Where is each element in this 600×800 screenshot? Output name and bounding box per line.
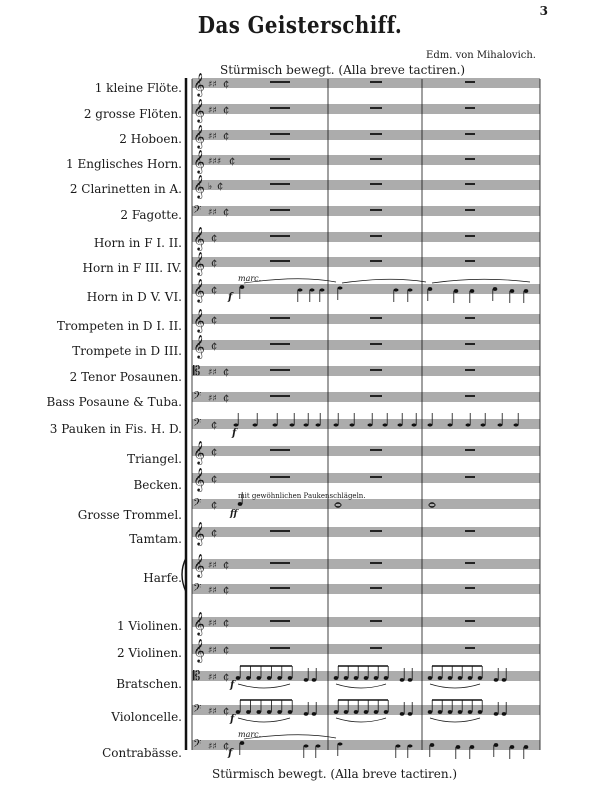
whole-rest bbox=[270, 647, 290, 649]
whole-rest bbox=[370, 209, 382, 211]
key-signature: ♯♯ bbox=[208, 368, 217, 378]
whole-rest bbox=[270, 317, 290, 319]
instruction-text: mit gewöhnlichen Paukenschlägeln. bbox=[238, 492, 366, 500]
whole-rest bbox=[370, 476, 382, 478]
note-head bbox=[412, 423, 417, 427]
note-head bbox=[524, 289, 529, 293]
note-head bbox=[350, 423, 355, 427]
half-note bbox=[429, 503, 435, 507]
whole-rest bbox=[465, 317, 475, 319]
slur bbox=[432, 279, 530, 283]
note-head bbox=[468, 676, 473, 680]
note-head bbox=[256, 676, 261, 680]
time-signature: ¢ bbox=[223, 741, 230, 752]
key-signature: ♯♯ bbox=[208, 561, 217, 571]
note-head bbox=[438, 710, 443, 714]
note-head bbox=[238, 502, 243, 506]
instrument-label: Becken. bbox=[133, 478, 182, 492]
note-head bbox=[398, 423, 403, 427]
note-head bbox=[240, 741, 245, 745]
whole-rest bbox=[270, 260, 290, 262]
note-head bbox=[494, 743, 499, 747]
bass-clef: 𝄢 bbox=[193, 497, 202, 512]
note-head bbox=[524, 745, 529, 749]
whole-rest bbox=[270, 107, 290, 109]
note-head bbox=[316, 423, 321, 427]
key-signature: ♯♯♯ bbox=[208, 157, 222, 167]
note-head bbox=[396, 744, 401, 748]
note-head bbox=[312, 712, 317, 716]
note-head bbox=[438, 676, 443, 680]
note-head bbox=[408, 744, 413, 748]
bass-clef: 𝄢 bbox=[193, 204, 202, 219]
treble-clef: 𝄞 bbox=[193, 308, 205, 332]
time-signature: ¢ bbox=[211, 500, 218, 511]
instrument-label: 1 Englisches Horn. bbox=[66, 157, 182, 171]
note-head bbox=[277, 710, 282, 714]
note-head bbox=[394, 288, 399, 292]
bass-clef: 𝄢 bbox=[193, 390, 202, 405]
key-signature: ♯♯ bbox=[208, 742, 217, 752]
note-head bbox=[470, 745, 475, 749]
note-head bbox=[304, 678, 309, 682]
note-head bbox=[428, 676, 433, 680]
treble-clef: 𝄞 bbox=[193, 72, 205, 96]
instrument-label: Horn in F I. II. bbox=[93, 236, 182, 250]
note-head bbox=[338, 742, 343, 746]
key-signature: ♯♯ bbox=[208, 586, 217, 596]
bass-clef: 𝄢 bbox=[193, 738, 202, 753]
instrument-label: Tamtam. bbox=[129, 532, 182, 546]
whole-rest bbox=[370, 449, 382, 451]
whole-rest bbox=[370, 107, 382, 109]
note-head bbox=[234, 423, 239, 427]
note-head bbox=[510, 289, 515, 293]
bass-clef: 𝄢 bbox=[193, 417, 202, 432]
bass-clef: 𝄢 bbox=[193, 703, 202, 718]
time-signature: ¢ bbox=[223, 672, 230, 683]
whole-rest bbox=[270, 369, 290, 371]
note-head bbox=[338, 286, 343, 290]
note-head bbox=[408, 712, 413, 716]
note-head bbox=[384, 676, 389, 680]
key-signature: ♯♯ bbox=[208, 394, 217, 404]
whole-rest bbox=[270, 562, 290, 564]
note-head bbox=[310, 288, 315, 292]
note-head bbox=[253, 423, 258, 427]
note-head bbox=[478, 676, 483, 680]
dynamic-f: f bbox=[230, 680, 235, 691]
whole-rest bbox=[270, 530, 290, 532]
note-head bbox=[481, 423, 486, 427]
note-head bbox=[312, 678, 317, 682]
note-head bbox=[374, 676, 379, 680]
instrument-label: Grosse Trommel. bbox=[77, 508, 182, 522]
note-head bbox=[383, 423, 388, 427]
instrument-label: Bratschen. bbox=[116, 677, 182, 691]
instrument-label: Violoncelle. bbox=[111, 710, 182, 724]
note-head bbox=[246, 710, 251, 714]
whole-rest bbox=[465, 449, 475, 451]
time-signature: ¢ bbox=[229, 156, 236, 167]
note-head bbox=[502, 712, 507, 716]
bass-clef: 𝄢 bbox=[193, 582, 202, 597]
tempo-marking-top: Stürmisch bewegt. (Alla breve tactiren.) bbox=[220, 63, 466, 77]
note-head bbox=[400, 678, 405, 682]
key-signature: ♯♯ bbox=[208, 646, 217, 656]
note-head bbox=[298, 288, 303, 292]
page-title: Das Geisterschiff. bbox=[197, 12, 403, 39]
note-head bbox=[456, 745, 461, 749]
time-signature: ¢ bbox=[217, 181, 224, 192]
note-head bbox=[236, 676, 241, 680]
whole-rest bbox=[370, 158, 382, 160]
note-head bbox=[368, 423, 373, 427]
whole-rest bbox=[370, 562, 382, 564]
note-head bbox=[354, 710, 359, 714]
treble-clef: 𝄞 bbox=[193, 553, 205, 577]
treble-clef: 𝄞 bbox=[193, 251, 205, 275]
whole-rest bbox=[370, 620, 382, 622]
treble-clef: 𝄞 bbox=[193, 467, 205, 491]
note-head bbox=[448, 710, 453, 714]
note-head bbox=[364, 676, 369, 680]
tenor-clef: 𝄡 bbox=[193, 364, 201, 379]
whole-rest bbox=[465, 158, 475, 160]
time-signature: ¢ bbox=[223, 79, 230, 90]
page-number: 3 bbox=[539, 4, 548, 18]
note-head bbox=[454, 289, 459, 293]
note-head bbox=[320, 288, 325, 292]
note-head bbox=[334, 676, 339, 680]
instrument-label: 1 Violinen. bbox=[116, 619, 182, 633]
slur bbox=[238, 718, 290, 722]
whole-rest bbox=[465, 183, 475, 185]
key-signature: ♯♯ bbox=[208, 619, 217, 629]
note-head bbox=[277, 676, 282, 680]
note-head bbox=[344, 710, 349, 714]
treble-clef: 𝄞 bbox=[193, 440, 205, 464]
time-signature: ¢ bbox=[223, 585, 230, 596]
whole-rest bbox=[270, 183, 290, 185]
instrument-label: 2 grosse Flöten. bbox=[83, 107, 182, 121]
instrument-label: 3 Pauken in Fis. H. D. bbox=[49, 422, 182, 436]
note-head bbox=[498, 423, 503, 427]
whole-rest bbox=[270, 620, 290, 622]
time-signature: ¢ bbox=[211, 528, 218, 539]
whole-rest bbox=[465, 133, 475, 135]
instrument-label: Triangel. bbox=[127, 452, 182, 466]
whole-rest bbox=[270, 209, 290, 211]
note-head bbox=[267, 676, 272, 680]
treble-clef: 𝄞 bbox=[193, 611, 205, 635]
time-signature: ¢ bbox=[211, 258, 218, 269]
note-head bbox=[364, 710, 369, 714]
time-signature: ¢ bbox=[223, 105, 230, 116]
slur bbox=[430, 718, 480, 722]
time-signature: ¢ bbox=[211, 315, 218, 326]
instrument-label: Trompeten in D I. II. bbox=[56, 319, 182, 333]
whole-rest bbox=[270, 81, 290, 83]
whole-rest bbox=[370, 235, 382, 237]
dynamic-f: f bbox=[228, 748, 233, 759]
key-signature: ♭ bbox=[208, 182, 213, 192]
treble-clef: 𝄞 bbox=[193, 334, 205, 358]
note-head bbox=[273, 423, 278, 427]
instrument-label: 2 Fagotte. bbox=[120, 208, 182, 222]
tempo-marking-bottom: Stürmisch bewegt. (Alla breve tactiren.) bbox=[212, 767, 458, 781]
note-head bbox=[240, 285, 245, 289]
key-signature: ♯♯ bbox=[208, 106, 217, 116]
instrument-label: Horn in F III. IV. bbox=[82, 261, 182, 275]
time-signature: ¢ bbox=[223, 131, 230, 142]
whole-rest bbox=[465, 530, 475, 532]
whole-rest bbox=[270, 476, 290, 478]
time-signature: ¢ bbox=[211, 420, 218, 431]
instrument-label: Trompete in D III. bbox=[72, 344, 182, 358]
note-head bbox=[334, 423, 339, 427]
key-signature: ♯♯ bbox=[208, 132, 217, 142]
slur bbox=[238, 684, 290, 688]
note-head bbox=[384, 710, 389, 714]
time-signature: ¢ bbox=[223, 618, 230, 629]
instrument-label: 1 kleine Flöte. bbox=[94, 81, 182, 95]
whole-rest bbox=[465, 476, 475, 478]
instrument-label: Horn in D V. VI. bbox=[86, 290, 182, 304]
whole-rest bbox=[370, 81, 382, 83]
whole-rest bbox=[465, 235, 475, 237]
note-head bbox=[316, 744, 321, 748]
time-signature: ¢ bbox=[223, 367, 230, 378]
note-head bbox=[458, 676, 463, 680]
note-head bbox=[494, 678, 499, 682]
whole-rest bbox=[370, 343, 382, 345]
time-signature: ¢ bbox=[223, 645, 230, 656]
note-head bbox=[493, 287, 498, 291]
slur bbox=[342, 279, 426, 283]
dynamic-ff: ff bbox=[230, 509, 238, 519]
instrument-label: Contrabässe. bbox=[102, 746, 182, 760]
time-signature: ¢ bbox=[223, 706, 230, 717]
half-note bbox=[335, 503, 341, 507]
whole-rest bbox=[370, 183, 382, 185]
whole-rest bbox=[370, 587, 382, 589]
alto-clef: 𝄡 bbox=[193, 669, 201, 684]
whole-rest bbox=[270, 343, 290, 345]
marcato-marking: marc. bbox=[238, 730, 262, 739]
whole-rest bbox=[370, 260, 382, 262]
time-signature: ¢ bbox=[211, 285, 218, 296]
instrument-label: Harfe. bbox=[143, 571, 182, 585]
time-signature: ¢ bbox=[223, 560, 230, 571]
time-signature: ¢ bbox=[211, 447, 218, 458]
note-head bbox=[514, 423, 519, 427]
note-head bbox=[304, 423, 309, 427]
instrument-label: 2 Hoboen. bbox=[119, 132, 182, 146]
whole-rest bbox=[465, 107, 475, 109]
whole-rest bbox=[370, 317, 382, 319]
note-head bbox=[267, 710, 272, 714]
note-head bbox=[458, 710, 463, 714]
note-head bbox=[468, 710, 473, 714]
note-head bbox=[510, 745, 515, 749]
treble-clef: 𝄞 bbox=[193, 174, 205, 198]
treble-clef: 𝄞 bbox=[193, 124, 205, 148]
whole-rest bbox=[465, 369, 475, 371]
whole-rest bbox=[465, 620, 475, 622]
note-head bbox=[344, 676, 349, 680]
treble-clef: 𝄞 bbox=[193, 638, 205, 662]
whole-rest bbox=[370, 647, 382, 649]
whole-rest bbox=[465, 562, 475, 564]
composer-credit: Edm. von Mihalovich. bbox=[426, 50, 536, 61]
whole-rest bbox=[270, 587, 290, 589]
whole-rest bbox=[465, 395, 475, 397]
instrument-label: 2 Clarinetten in A. bbox=[69, 182, 182, 196]
whole-rest bbox=[465, 343, 475, 345]
time-signature: ¢ bbox=[223, 393, 230, 404]
dynamic-f: f bbox=[230, 714, 235, 725]
whole-rest bbox=[370, 369, 382, 371]
treble-clef: 𝄞 bbox=[193, 521, 205, 545]
whole-rest bbox=[270, 235, 290, 237]
time-signature: ¢ bbox=[223, 207, 230, 218]
treble-clef: 𝄞 bbox=[193, 149, 205, 173]
note-head bbox=[430, 743, 435, 747]
key-signature: ♯♯ bbox=[208, 80, 217, 90]
instrument-label: 2 Tenor Posaunen. bbox=[69, 370, 182, 384]
whole-rest bbox=[270, 449, 290, 451]
dynamic-f: f bbox=[228, 292, 233, 303]
note-head bbox=[288, 710, 293, 714]
whole-rest bbox=[270, 133, 290, 135]
note-head bbox=[448, 676, 453, 680]
note-head bbox=[478, 710, 483, 714]
note-head bbox=[246, 676, 251, 680]
note-head bbox=[448, 423, 453, 427]
whole-rest bbox=[465, 260, 475, 262]
time-signature: ¢ bbox=[211, 233, 218, 244]
whole-rest bbox=[465, 587, 475, 589]
note-head bbox=[428, 710, 433, 714]
treble-clef: 𝄞 bbox=[193, 98, 205, 122]
note-head bbox=[354, 676, 359, 680]
whole-rest bbox=[370, 530, 382, 532]
note-head bbox=[304, 712, 309, 716]
slur bbox=[336, 718, 386, 722]
note-head bbox=[466, 423, 471, 427]
time-signature: ¢ bbox=[211, 341, 218, 352]
note-head bbox=[428, 423, 433, 427]
note-head bbox=[374, 710, 379, 714]
note-head bbox=[400, 712, 405, 716]
note-head bbox=[502, 678, 507, 682]
time-signature: ¢ bbox=[211, 474, 218, 485]
instrument-label: 2 Violinen. bbox=[116, 646, 182, 660]
note-head bbox=[428, 287, 433, 291]
note-head bbox=[334, 710, 339, 714]
slur bbox=[336, 684, 386, 688]
dynamic-f: f bbox=[232, 428, 237, 439]
note-head bbox=[290, 423, 295, 427]
instrument-label: Bass Posaune & Tuba. bbox=[46, 395, 182, 409]
note-head bbox=[408, 678, 413, 682]
treble-clef: 𝄞 bbox=[193, 278, 205, 302]
whole-rest bbox=[465, 647, 475, 649]
key-signature: ♯♯ bbox=[208, 707, 217, 717]
whole-rest bbox=[270, 395, 290, 397]
key-signature: ♯♯ bbox=[208, 208, 217, 218]
whole-rest bbox=[270, 158, 290, 160]
note-head bbox=[408, 288, 413, 292]
whole-rest bbox=[465, 81, 475, 83]
note-head bbox=[494, 712, 499, 716]
note-head bbox=[304, 744, 309, 748]
treble-clef: 𝄞 bbox=[193, 226, 205, 250]
key-signature: ♯♯ bbox=[208, 673, 217, 683]
marcato-marking: marc. bbox=[238, 274, 262, 283]
note-head bbox=[470, 289, 475, 293]
whole-rest bbox=[370, 395, 382, 397]
whole-rest bbox=[465, 209, 475, 211]
whole-rest bbox=[370, 133, 382, 135]
slur bbox=[430, 684, 480, 688]
note-head bbox=[236, 710, 241, 714]
note-head bbox=[256, 710, 261, 714]
note-head bbox=[288, 676, 293, 680]
